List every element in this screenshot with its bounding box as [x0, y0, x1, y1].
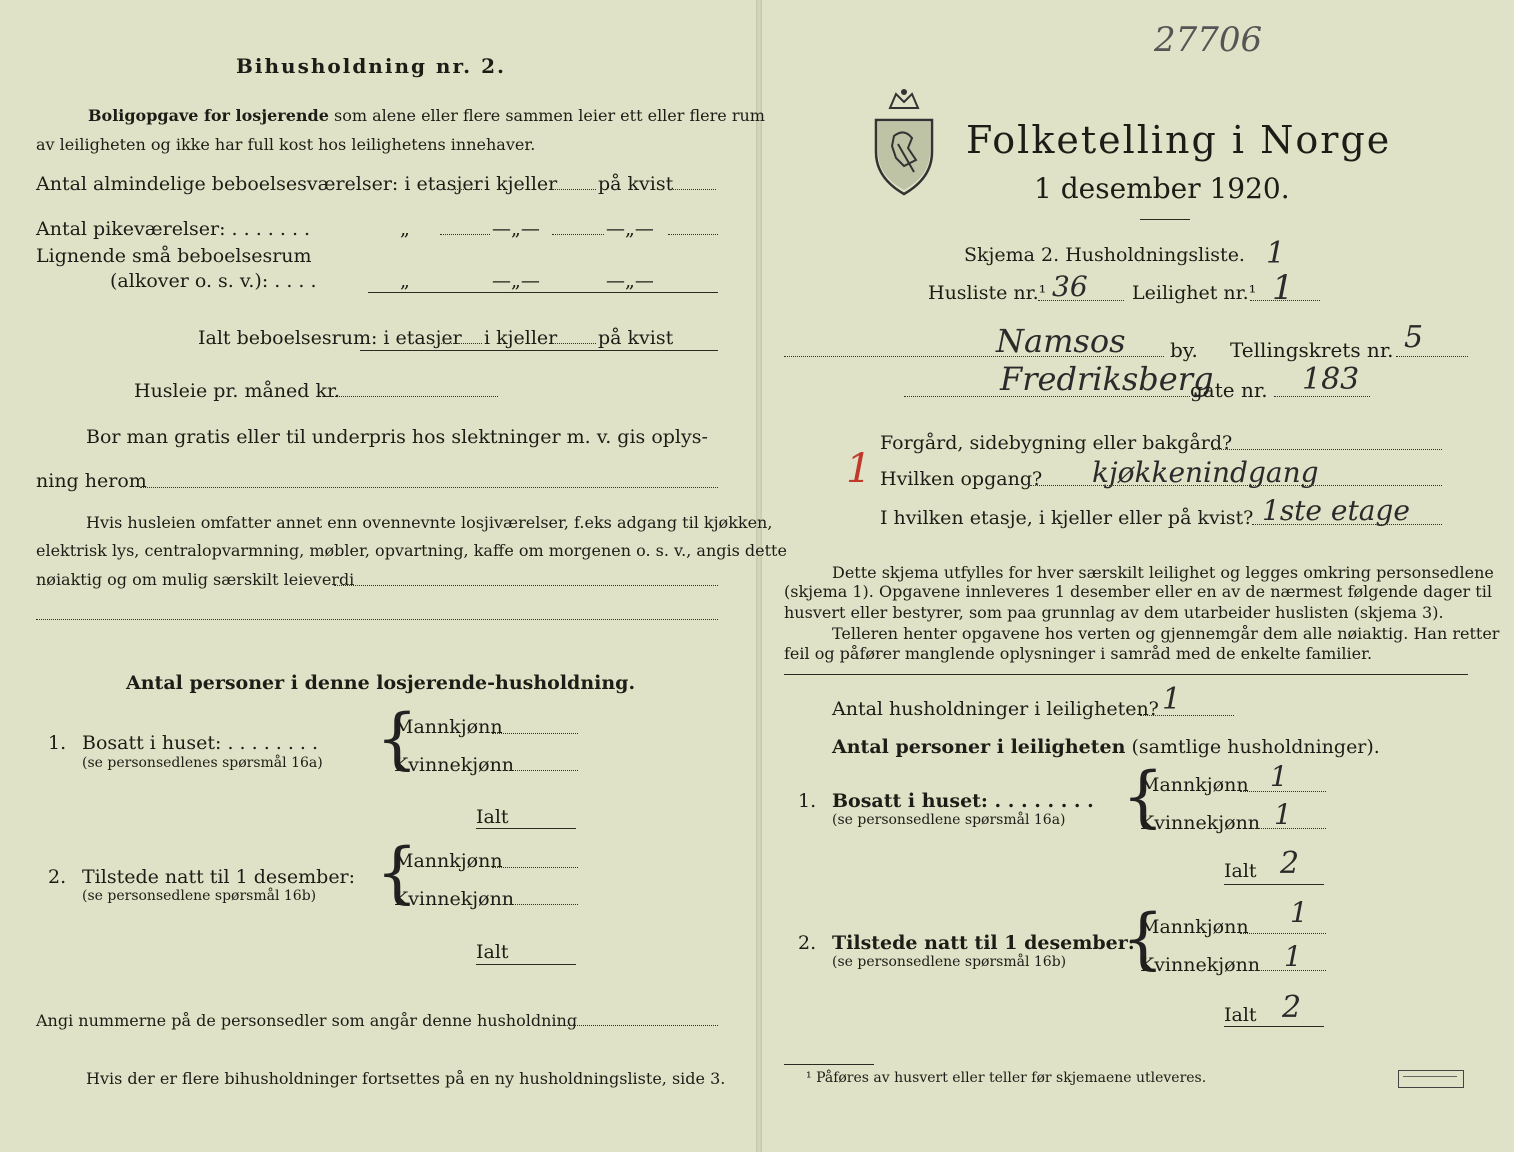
row-alkover-label-b: (alkover o. s. v.): . . . . [110, 270, 317, 292]
left-q2-label: Tilstede natt til 1 desember: [82, 866, 356, 888]
field-etasje [1252, 524, 1442, 525]
right-q1-mann-value: 1 [1270, 760, 1288, 793]
field-left-q2-mann [492, 867, 578, 868]
ialt-underline [360, 350, 718, 351]
field-gratis [140, 487, 718, 488]
right-q2-label: Tilstede natt til 1 desember: [832, 932, 1135, 954]
field-right-q2-kvinne [1252, 970, 1326, 971]
row-alkover-underline [368, 292, 718, 293]
left-q1-num: 1. [48, 732, 67, 754]
field-right-q2-mann [1240, 933, 1326, 934]
field-etasjer [438, 189, 482, 190]
row-alkover-dash-2: —„— [606, 270, 654, 292]
row-almindelige-kvist: på kvist [598, 173, 674, 195]
left-q1-kvinne: Kvinnekjønn [394, 754, 515, 776]
field-right-q1-kvinne [1252, 828, 1326, 829]
row-almindelige-label: Antal almindelige beboelsesværelser: i etasjer [36, 173, 483, 195]
ialt-kjeller: i kjeller [484, 327, 558, 349]
left-title: Bihusholdning nr. 2. [236, 54, 506, 78]
etasje-label: I hvilken etasje, i kjeller eller på kvist? [880, 507, 1254, 529]
right-q1-kvinne-label: Kvinnekjønn [1140, 812, 1261, 834]
row-pike-dash-1: —„— [492, 218, 540, 240]
field-left-q2-kvinne [504, 904, 578, 905]
field-kvist [670, 189, 716, 190]
coat-of-arms-icon [868, 86, 940, 198]
info-line-5: feil og påfører manglende oplysninger i samråd med de enkelte familier. [784, 644, 1373, 663]
right-q2-kvinne-value: 1 [1284, 940, 1302, 973]
info-line-3: husvert eller bestyrer, som paa grunnlag av dem utarbeider huslisten (skjema 3). [784, 603, 1444, 622]
note-line-2: elektrisk lys, centralopvarmning, møbler, opvartning, kaffe om morgenen o. s. v., angis dette [36, 541, 787, 560]
field-left-q1-ialt [476, 828, 576, 829]
row-pikevaerelser-label: Antal pikeværelser: . . . . . . . [36, 218, 311, 240]
opgang-value: kjøkkenindgang [1092, 456, 1319, 489]
row-alkover-marks: „ [400, 270, 410, 292]
title-rule [1140, 219, 1190, 220]
antal-husholdninger-label: Antal husholdninger i leiligheten? [832, 698, 1159, 720]
field-leilighet [1250, 300, 1320, 301]
antal-husholdninger-value: 1 [1162, 682, 1182, 717]
gratis-line-2: ning herom [36, 470, 147, 492]
field-right-q1-mann [1240, 791, 1326, 792]
krets-label: Tellingskrets nr. [1230, 338, 1394, 362]
opgang-label: Hvilken opgang? [880, 468, 1043, 490]
field-ialt-etasjer [438, 343, 482, 344]
note-line-1: Hvis husleien omfatter annet enn ovennevnte losjiværelser, f.eks adgang til kjøkken, [86, 513, 773, 532]
field-right-q1-ialt [1224, 884, 1324, 885]
row-alkover-dash-1: —„— [492, 270, 540, 292]
field-right-q2-ialt [1224, 1026, 1324, 1027]
left-q2-ialt: Ialt [476, 941, 509, 963]
field-krets [1396, 356, 1468, 357]
right-q2-mann-value: 1 [1290, 896, 1308, 929]
left-q1-mann: Mannkjønn [394, 716, 503, 738]
field-pike-etasjer [440, 234, 490, 235]
right-title: Folketelling i Norge [966, 118, 1392, 162]
field-angi [552, 1025, 718, 1026]
husliste-value: 36 [1052, 270, 1088, 303]
info-line-4: Telleren henter opgavene hos verten og gjennemgår dem alle nøiaktig. Han retter [832, 624, 1500, 643]
gate-nr-value: 183 [1302, 362, 1360, 397]
krets-value: 5 [1404, 320, 1424, 355]
row-pike-dash-2: —„— [606, 218, 654, 240]
left-q1-sub: (se personsedlenes spørsmål 16a) [82, 755, 323, 771]
field-left-q2-ialt [476, 964, 576, 965]
right-persons-title: Antal personer i leiligheten (samtlige husholdninger). [832, 736, 1380, 758]
row-almindelige-kjeller: i kjeller [484, 173, 558, 195]
by-value: Namsos [996, 322, 1126, 360]
right-q2-ialt-label: Ialt [1224, 1004, 1257, 1026]
left-q2-sub: (se personsedlene spørsmål 16b) [82, 888, 317, 904]
field-leieverdi-2 [36, 619, 718, 620]
field-ialt-kjeller [552, 343, 596, 344]
leilighet-label: Leilighet nr.¹ [1132, 282, 1257, 304]
right-q1-brace: { [1122, 758, 1164, 835]
field-opgang [1030, 485, 1442, 486]
right-q2-mann-label: Mannkjønn [1140, 916, 1249, 938]
right-q1-sub: (se personsedlene spørsmål 16a) [832, 812, 1066, 828]
info-line-1: Dette skjema utfylles for hver særskilt leilighet og legges omkring personsedlene [832, 563, 1494, 582]
right-q1-num: 1. [798, 790, 817, 812]
left-q2-kvinne: Kvinnekjønn [394, 888, 515, 910]
page-fold [756, 0, 762, 1152]
right-q1-label: Bosatt i huset: . . . . . . . . [832, 790, 1094, 812]
field-pike-kjeller [552, 234, 604, 235]
left-q1-ialt: Ialt [476, 806, 509, 828]
right-q1-ialt-label: Ialt [1224, 860, 1257, 882]
field-pike-kvist [668, 234, 718, 235]
ialt-beboelsesrum-label: Ialt beboelsesrum: i etasjer [198, 327, 462, 349]
field-kjeller [552, 189, 596, 190]
field-husleie [326, 396, 498, 397]
left-q2-num: 2. [48, 866, 67, 888]
husliste-label: Husliste nr.¹ [928, 282, 1047, 304]
field-leieverdi [334, 585, 718, 586]
etasje-value: 1ste etage [1262, 494, 1410, 527]
intro-line-2: av leiligheten og ikke har full kost hos leilighetens innehaver. [36, 135, 536, 154]
right-q2-sub: (se personsedlene spørsmål 16b) [832, 954, 1067, 970]
field-left-q1-kvinne [504, 770, 578, 771]
right-q2-ialt-value: 2 [1282, 990, 1302, 1025]
left-q1-label: Bosatt i huset: . . . . . . . . [82, 732, 319, 754]
field-left-q1-mann [492, 733, 578, 734]
gate-label: gate nr. [1190, 378, 1268, 402]
left-q2-mann: Mannkjønn [394, 850, 503, 872]
margin-mark: 1 [846, 446, 872, 492]
archive-number: 27706 [1154, 20, 1263, 60]
skjema-value: 1 [1266, 236, 1286, 271]
note-line-3: nøiaktig og om mulig særskilt leieverdi [36, 570, 355, 589]
printer-stamp [1398, 1070, 1464, 1088]
info-rule [784, 674, 1468, 675]
left-footer: Hvis der er flere bihusholdninger fortsettes på en ny husholdningsliste, side 3. [86, 1069, 726, 1088]
info-line-2: (skjema 1). Opgavene innleveres 1 desember eller en av de nærmest følgende dager til [784, 582, 1492, 601]
left-q1-brace: { [376, 700, 418, 777]
row-pikevaerelser-marks: „ [400, 218, 410, 240]
row-alkover-label-a: Lignende små beboelsesrum [36, 245, 312, 267]
angi-label: Angi nummerne på de personsedler som angår denne husholdning [36, 1011, 578, 1030]
field-gate-nr [1274, 396, 1370, 397]
by-label: by. [1170, 338, 1198, 362]
left-persons-title: Antal personer i denne losjerende-husholdning. [126, 672, 636, 694]
field-antal-husholdninger [1140, 715, 1234, 716]
right-footnote: ¹ Påføres av husvert eller teller før skjemaene utleveres. [806, 1070, 1207, 1086]
leilighet-value: 1 [1272, 268, 1294, 308]
husleie-label: Husleie pr. måned kr. [134, 380, 341, 402]
right-q1-mann-label: Mannkjønn [1140, 774, 1249, 796]
right-date: 1 desember 1920. [1034, 172, 1290, 205]
field-forgard [1212, 449, 1442, 450]
right-q1-kvinne-value: 1 [1274, 798, 1292, 831]
left-q2-brace: { [376, 834, 418, 911]
footnote-rule [784, 1064, 874, 1065]
right-q1-ialt-value: 2 [1280, 846, 1300, 881]
right-q2-kvinne-label: Kvinnekjønn [1140, 954, 1261, 976]
gratis-line-1: Bor man gratis eller til underpris hos slektninger m. v. gis oplys- [86, 426, 708, 448]
field-husliste [1038, 300, 1124, 301]
ialt-kvist: på kvist [598, 327, 674, 349]
right-q2-num: 2. [798, 932, 817, 954]
gate-value: Fredriksberg [1000, 360, 1214, 398]
forgard-label: Forgård, sidebygning eller bakgård? [880, 432, 1233, 454]
right-q2-brace: { [1122, 900, 1164, 977]
skjema-label: Skjema 2. Husholdningsliste. [964, 244, 1245, 266]
intro-line-1: Boligopgave for losjerende som alene eller flere sammen leier ett eller flere rum [88, 106, 765, 125]
